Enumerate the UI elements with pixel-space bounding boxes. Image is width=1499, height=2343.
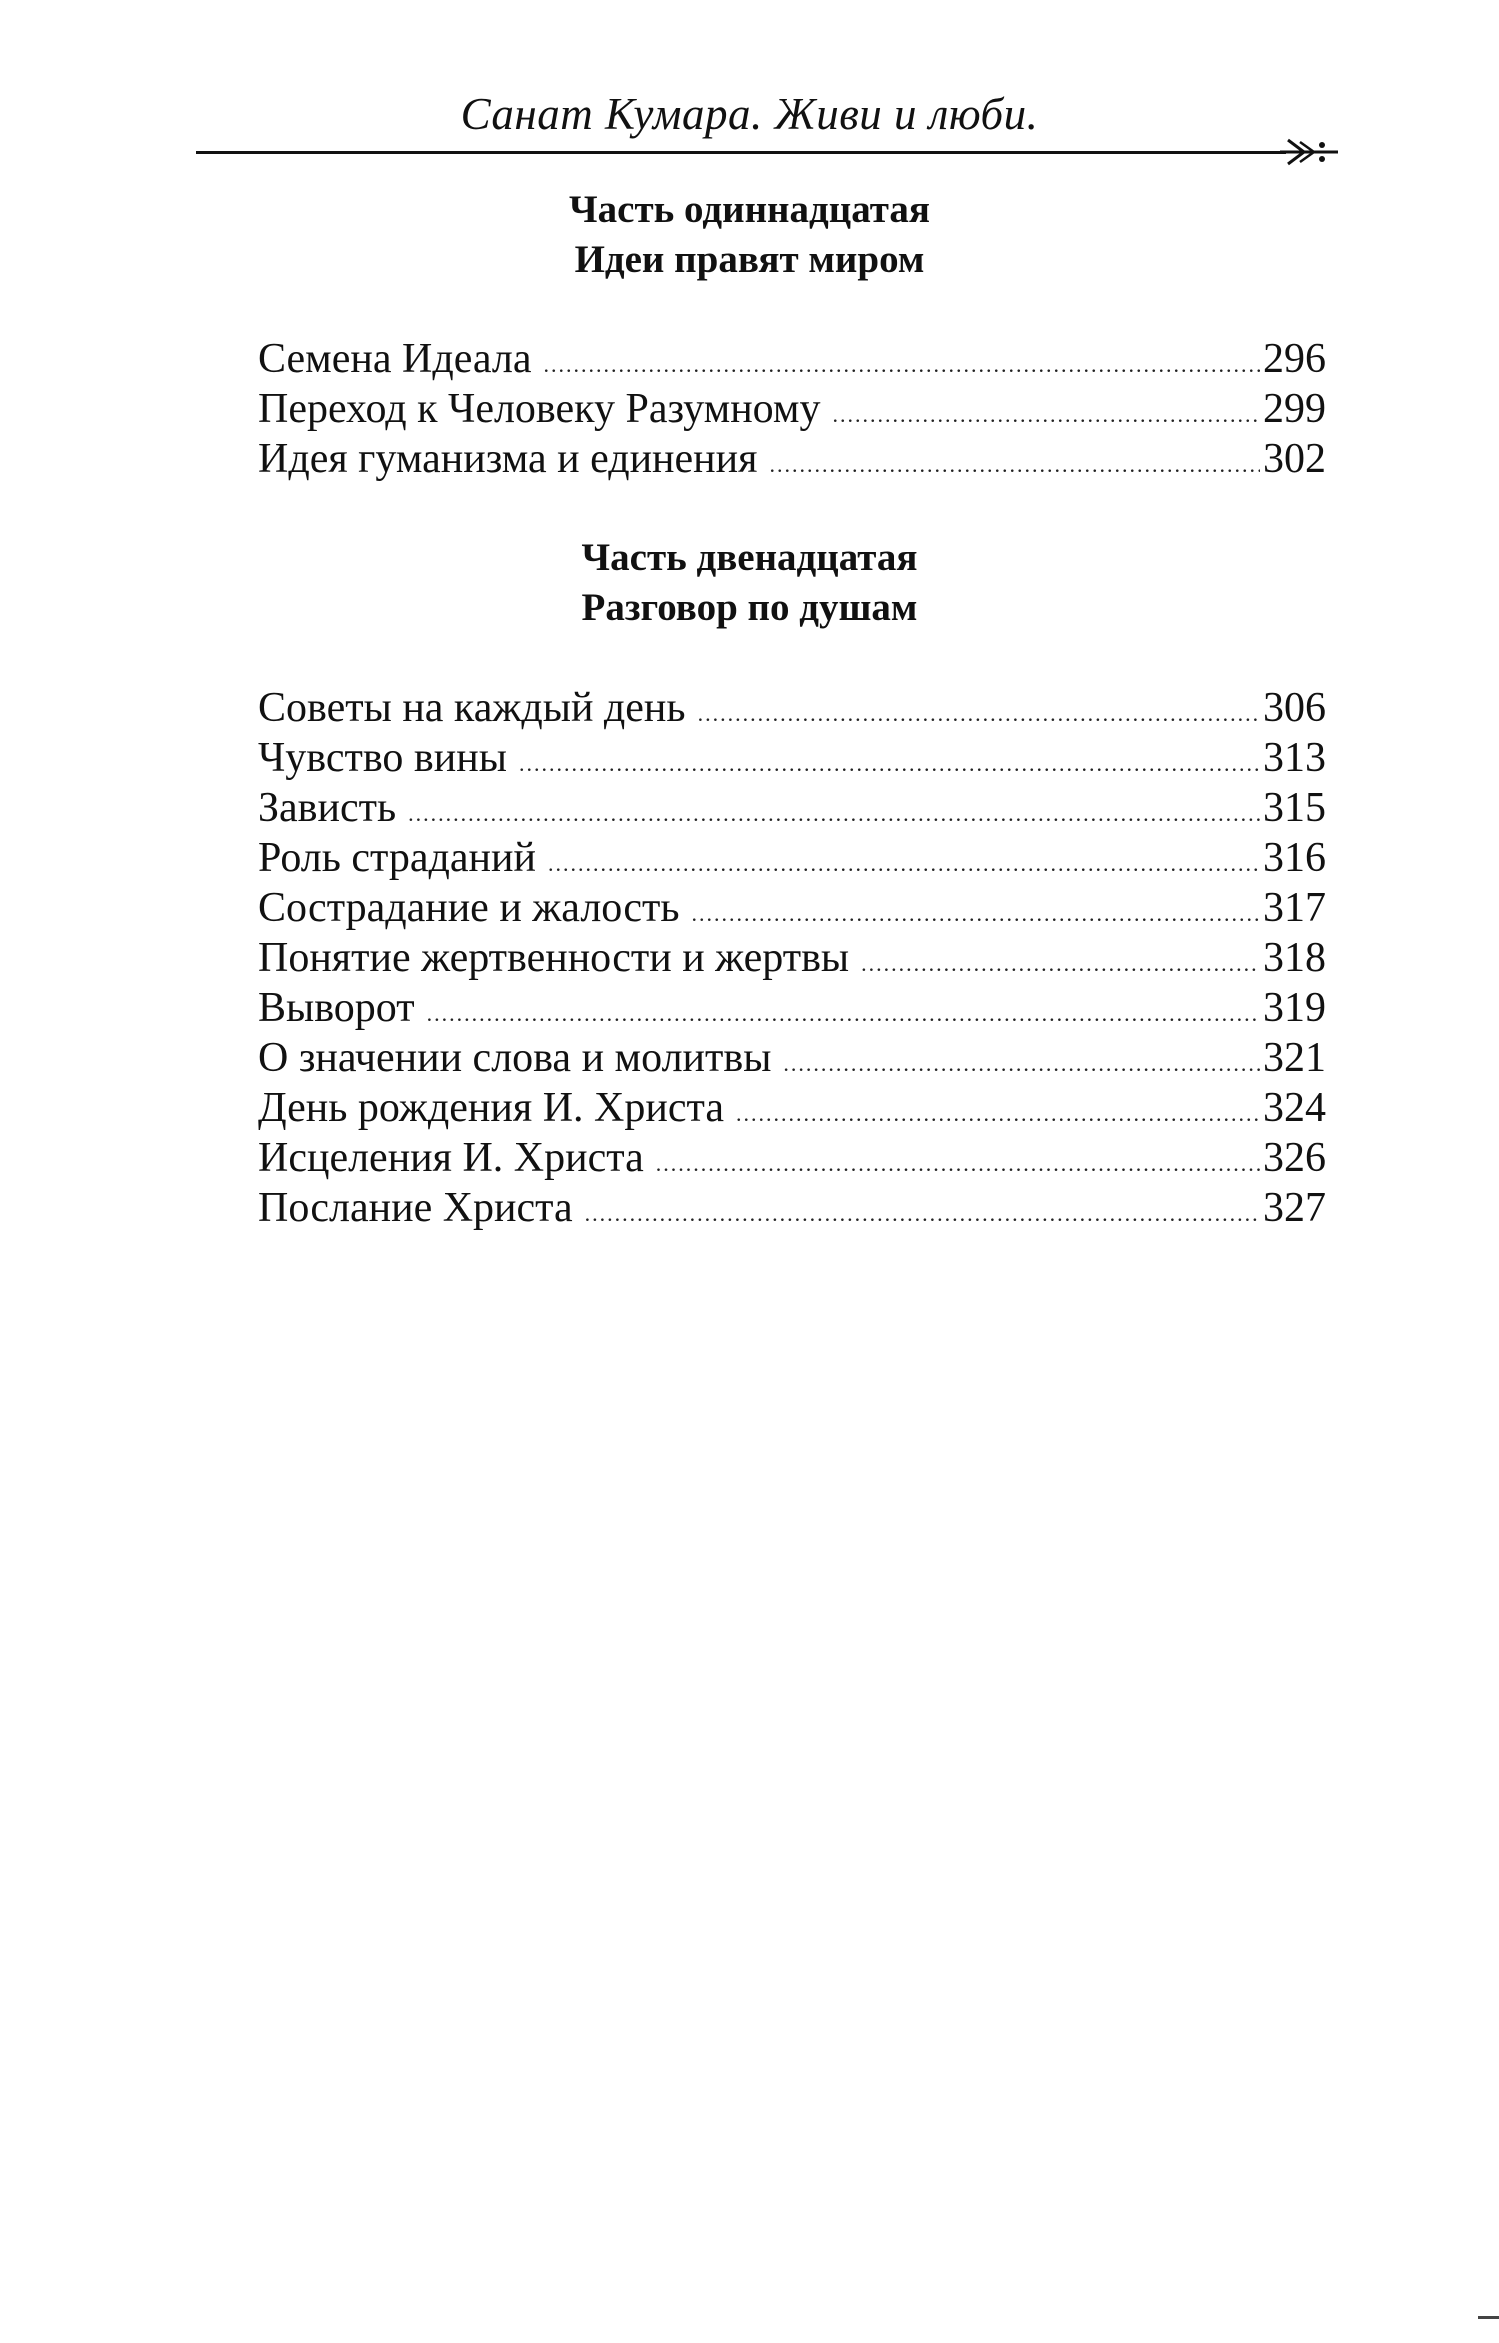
toc-entry-page: 326	[1263, 1135, 1326, 1181]
dot-leader	[543, 340, 1260, 390]
toc-entry[interactable]	[258, 933, 1326, 983]
toc-entry-page: 306	[1263, 685, 1326, 731]
toc-entry[interactable]	[258, 1033, 1326, 1083]
toc-entry-page: 327	[1263, 1185, 1326, 1231]
toc-entry-title: Сострадание и жалость	[258, 885, 680, 931]
dot-leader	[783, 1039, 1260, 1089]
dot-leader	[585, 1189, 1260, 1239]
toc-entry-title: О значении слова и молитвы	[258, 1035, 772, 1081]
toc-entry[interactable]	[258, 1133, 1326, 1183]
toc-list-part-twelve	[258, 683, 1326, 1233]
toc-entry-title: Выворот	[258, 985, 415, 1031]
toc-entry[interactable]	[258, 983, 1326, 1033]
trident-arrow-icon	[1280, 134, 1340, 170]
running-header: Санат Кумара. Живи и люби.	[460, 89, 1039, 139]
toc-entry-page: 324	[1263, 1085, 1326, 1131]
toc-entry[interactable]	[258, 434, 1326, 484]
toc-entry-page: 299	[1263, 386, 1326, 432]
toc-entry[interactable]	[258, 833, 1326, 883]
toc-entry[interactable]	[258, 334, 1326, 384]
part-label: Часть одиннадцатая	[569, 188, 930, 231]
toc-entry-title: Чувство вины	[258, 735, 507, 781]
part-name: Разговор по душам	[581, 586, 918, 629]
dot-leader	[691, 889, 1260, 939]
part-name: Идеи правят миром	[574, 238, 925, 281]
scan-edge-mark	[1478, 2316, 1499, 2319]
toc-entry[interactable]	[258, 384, 1326, 434]
dot-leader	[656, 1139, 1260, 1189]
toc-entry-title: Исцеления И. Христа	[258, 1135, 644, 1181]
toc-entry[interactable]	[258, 1083, 1326, 1133]
toc-entry-title: День рождения И. Христа	[258, 1085, 724, 1131]
toc-entry[interactable]	[258, 783, 1326, 833]
toc-entry-page: 313	[1263, 735, 1326, 781]
toc-entry-page: 318	[1263, 935, 1326, 981]
toc-entry[interactable]	[258, 733, 1326, 783]
toc-entry-title: Роль страданий	[258, 835, 536, 881]
dot-leader	[736, 1089, 1260, 1139]
dot-leader	[769, 440, 1260, 490]
toc-entry-title: Идея гуманизма и единения	[258, 436, 758, 482]
toc-entry-title: Советы на каждый день	[258, 685, 686, 731]
toc-entry-title: Послание Христа	[258, 1185, 573, 1231]
dot-leader	[408, 789, 1260, 839]
toc-entry-title: Переход к Человеку Разумному	[258, 386, 821, 432]
toc-entry[interactable]	[258, 1183, 1326, 1233]
toc-entry-page: 316	[1263, 835, 1326, 881]
dot-leader	[548, 839, 1260, 889]
dot-leader	[832, 390, 1260, 440]
dot-leader	[427, 989, 1260, 1039]
toc-entry[interactable]	[258, 683, 1326, 733]
dot-leader	[861, 939, 1260, 989]
part-twelve-heading	[0, 533, 1499, 633]
toc-entry-page: 319	[1263, 985, 1326, 1031]
dot-leader	[698, 689, 1260, 739]
toc-entry-page: 315	[1263, 785, 1326, 831]
toc-entry-page: 317	[1263, 885, 1326, 931]
part-eleven-heading	[0, 185, 1499, 285]
toc-list-part-eleven	[258, 334, 1326, 484]
toc-entry-title: Семена Идеала	[258, 336, 532, 382]
toc-entry-page: 302	[1263, 436, 1326, 482]
toc-entry-page: 296	[1263, 336, 1326, 382]
toc-entry-title: Зависть	[258, 785, 397, 831]
toc-entry[interactable]	[258, 883, 1326, 933]
dot-leader	[519, 739, 1260, 789]
part-label: Часть двенадцатая	[581, 536, 918, 579]
toc-entry-title: Понятие жертвенности и жертвы	[258, 935, 850, 981]
header-rule	[196, 151, 1286, 154]
toc-entry-page: 321	[1263, 1035, 1326, 1081]
